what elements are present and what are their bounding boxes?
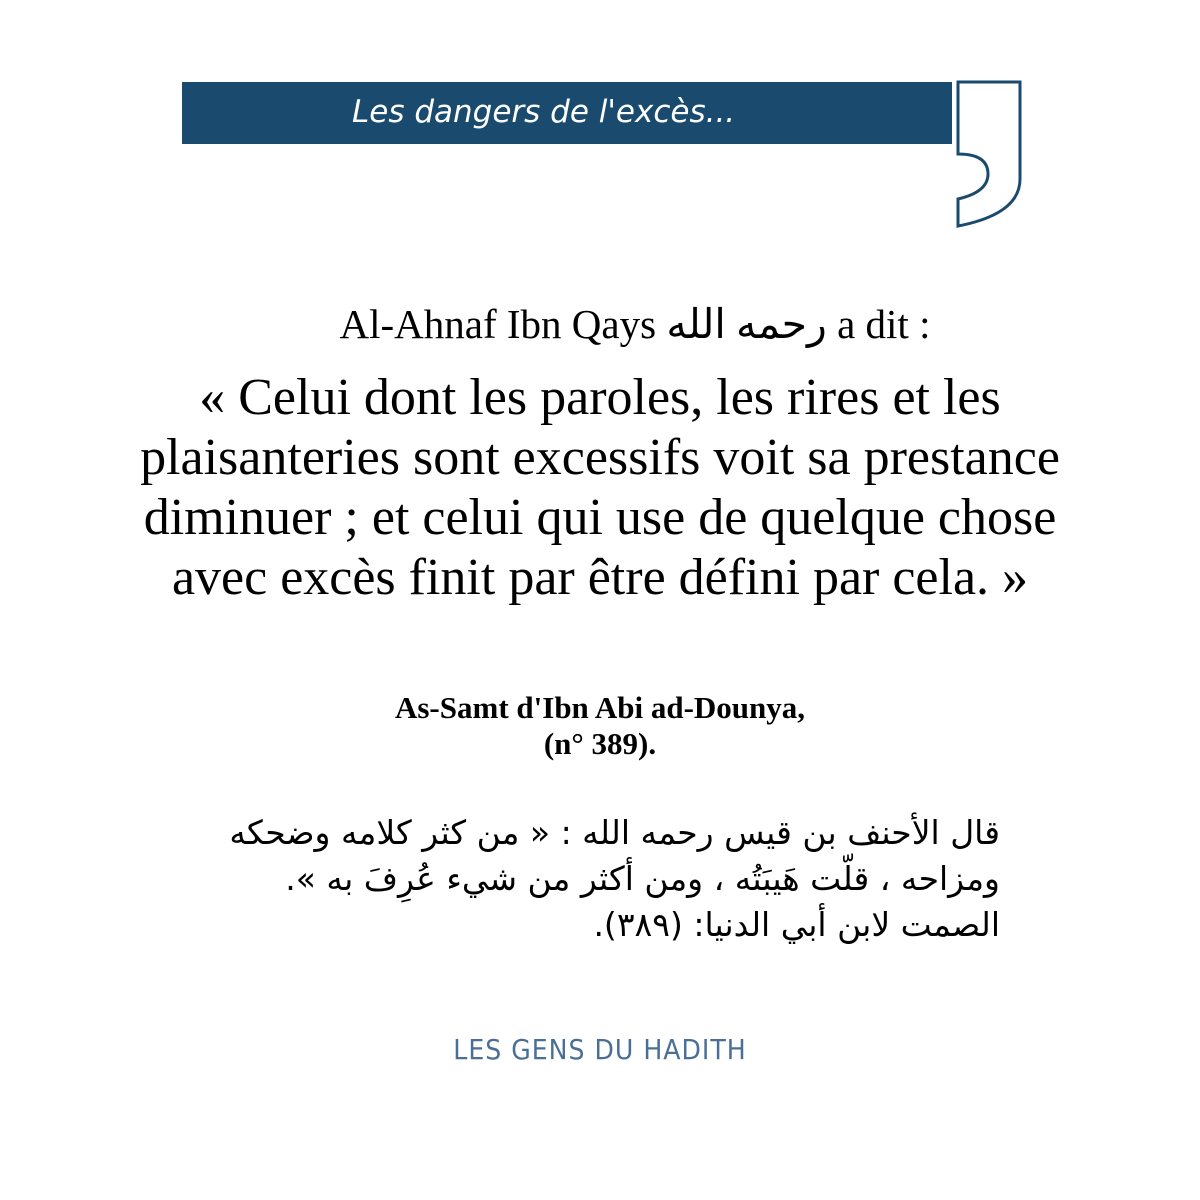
page-title: Les dangers de l'excès... <box>352 94 736 130</box>
brand-signature: LES GENS DU HADITH <box>453 1033 747 1066</box>
attribution-line: Al-Ahnaf Ibn Qays رحمه الله a dit : <box>339 301 931 347</box>
arabic-text: قال الأحنف بن قيس رحمه الله : « من كثر كلامه وضحكه ومزاحه ، قلّت هَيبَتُه ، ومن أكثر من شيء عُرِفَ به ». الصمت لابن أبي الدنيا: (٣٨٩). <box>229 813 1000 944</box>
quote-text: « Celui dont les paroles, les rires et les plaisanteries sont excessifs voit sa prestance diminuer ; et celui qui use de quelque chose avec excès finit par être défini par cela. » <box>140 369 1060 606</box>
source-line-1: As-Samt d'Ibn Abi ad-Dounya, <box>394 690 806 725</box>
source-reference <box>0 690 1200 762</box>
quotation-mark-icon <box>948 74 1028 234</box>
source-line-2: (n° 389). <box>543 726 657 761</box>
